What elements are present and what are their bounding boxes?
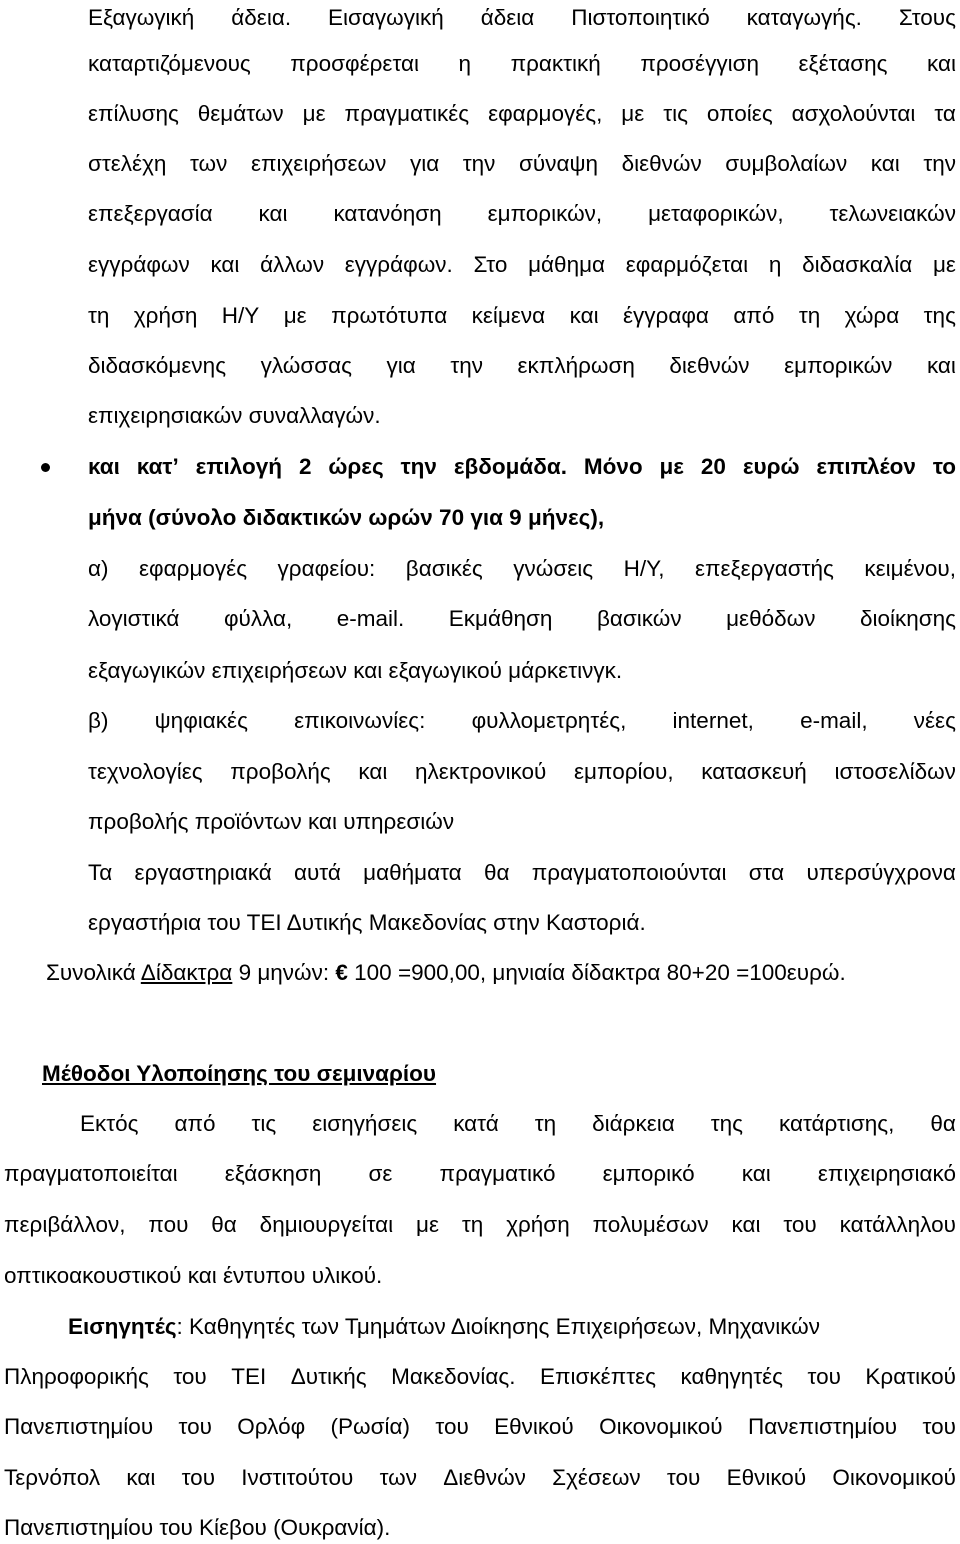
bullet-line: μήνα (σύνολο διδακτικών ωρών 70 για 9 μήνες),: [88, 505, 605, 530]
paragraph-line: Εξαγωγική άδεια. Εισαγωγική άδεια Πιστοποιητικό καταγωγής. Στους: [88, 5, 956, 30]
paragraph-line: τεχνολογίες προβολής και ηλεκτρονικού εμπορίου, κατασκευή ιστοσελίδων: [88, 759, 956, 784]
paragraph-line: Πληροφορικής του ΤΕΙ Δυτικής Μακεδονίας. Επισκέπτες καθηγητές του Κρατικού: [4, 1364, 956, 1389]
fees-label: Δίδακτρα: [140, 960, 233, 985]
paragraph-line: α) εφαρμογές γραφείου: βασικές γνώσεις Η/Υ, επεξεργαστής κειμένου,: [88, 556, 956, 581]
paragraph-line: επεξεργασία και κατανόηση εμπορικών, μεταφορικών, τελωνειακών: [88, 201, 956, 226]
speakers-line: [68, 1311, 956, 1343]
paragraph-line: προβολής προϊόντων και υπηρεσιών: [88, 809, 455, 834]
paragraph-line: λογιστικά φύλλα, e-mail. Εκμάθηση βασικών μεθόδων διοίκησης: [88, 606, 956, 631]
fees-middle: 9 μηνών:: [232, 960, 336, 985]
paragraph-line: εργαστήρια του ΤΕΙ Δυτικής Μακεδονίας στην Καστοριά.: [88, 910, 646, 935]
bullet-line: και κατ’ επιλογή 2 ώρες την εβδομάδα. Μόνο με 20 ευρώ επιπλέον το: [88, 454, 956, 479]
paragraph-line: εγγράφων και άλλων εγγράφων. Στο μάθημα εφαρμόζεται η διδασκαλία με: [88, 252, 956, 277]
section-title: Μέθοδοι Υλοποίησης του σεμιναρίου: [42, 1061, 437, 1086]
paragraph-line: διδασκόμενης γλώσσας για την εκπλήρωση διεθνών εμπορικών και: [88, 353, 956, 378]
paragraph-line: Τερνόπολ και του Ινστιτούτου των Διεθνών Σχέσεων του Εθνικού Οικονομικού: [4, 1465, 956, 1490]
fees-rest: 100 =900,00, μηνιαία δίδακτρα 80+20 =100ευρώ.: [347, 960, 846, 985]
paragraph-line: Τα εργαστηριακά αυτά μαθήματα θα πραγματοποιούνται στα υπερσύγχρονα: [88, 860, 956, 885]
paragraph-line: περιβάλλον, που θα δημιουργείται με τη χρήση πολυμέσων και του κατάλληλου: [4, 1212, 956, 1237]
speakers-label: Εισηγητές: [68, 1314, 177, 1339]
paragraph-line: Πανεπιστημίου του Ορλόφ (Ρωσία) του Εθνικού Οικονομικού Πανεπιστημίου του: [4, 1414, 956, 1439]
paragraph-line: β) ψηφιακές επικοινωνίες: φυλλομετρητές, internet, e-mail, νέες: [88, 708, 956, 733]
paragraph-line: επιχειρησιακών συναλλαγών.: [88, 403, 381, 428]
paragraph-line: καταρτιζόμενους προσφέρεται η πρακτική προσέγγιση εξέτασης και: [88, 51, 956, 76]
paragraph-line: Πανεπιστημίου του Κίεβου (Ουκρανία).: [4, 1515, 391, 1540]
fees-prefix: Συνολικά: [46, 960, 141, 985]
paragraph-line: τη χρήση Η/Υ με πρωτότυπα κείμενα και έγγραφα από τη χώρα της: [88, 303, 956, 328]
paragraph-line: επίλυσης θεμάτων με πραγματικές εφαρμογές, με τις οποίες ασχολούνται τα: [88, 101, 956, 126]
fees-line: [46, 957, 846, 989]
paragraph-line: πραγματοποιείται εξάσκηση σε πραγματικό εμπορικό και επιχειρησιακό: [4, 1161, 956, 1186]
paragraph-line: στελέχη των επιχειρήσεων για την σύναψη διεθνών συμβολαίων και την: [88, 151, 956, 176]
paragraph-line: εξαγωγικών επιχειρήσεων και εξαγωγικού μάρκετινγκ.: [88, 658, 623, 683]
paragraph-line: οπτικοακουστικού και έντυπου υλικού.: [4, 1263, 383, 1288]
euro-icon: €: [335, 960, 348, 985]
speakers-text: : Καθηγητές των Τμημάτων Διοίκησης Επιχειρήσεων, Μηχανικών: [176, 1314, 820, 1339]
paragraph-line: Εκτός από τις εισηγήσεις κατά τη διάρκεια της κατάρτισης, θα: [80, 1111, 956, 1136]
bullet-icon: [41, 463, 50, 472]
